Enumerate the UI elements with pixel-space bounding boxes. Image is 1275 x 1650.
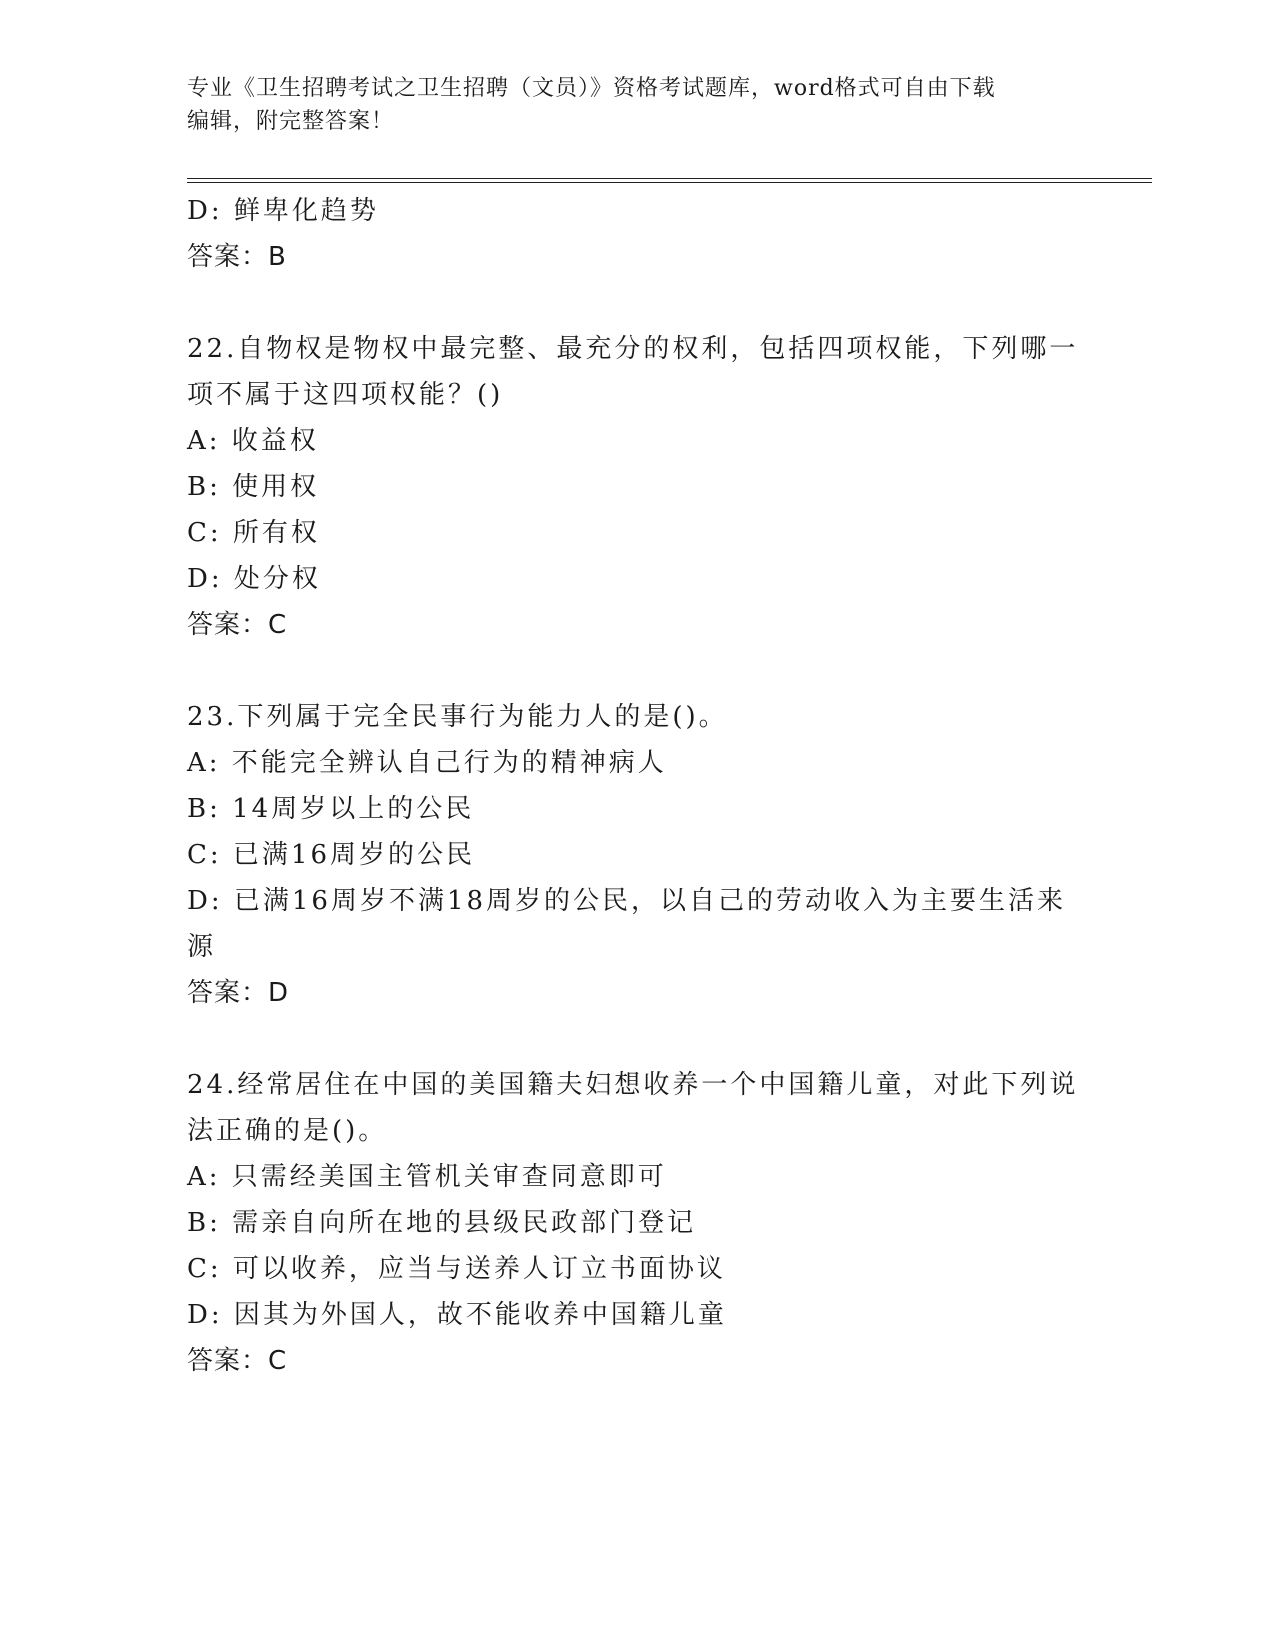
header-line-2: 编辑，附完整答案！ [187, 109, 395, 134]
option-a: A: 不能完全辨认自己行为的精神病人 [187, 748, 667, 778]
question-23 [187, 694, 1087, 1016]
header-divider-thin [187, 178, 1152, 179]
answer: 答案：D [187, 978, 290, 1008]
option-d: D: 处分权 [187, 564, 321, 594]
option-a: A: 只需经美国主管机关审查同意即可 [187, 1162, 667, 1192]
option-c: C: 可以收养，应当与送养人订立书面协议 [187, 1254, 726, 1284]
option-b: B: 14周岁以上的公民 [187, 794, 475, 824]
option-d-cont: 源 [187, 932, 217, 962]
spacer [187, 280, 1087, 326]
answer: 答案：C [187, 610, 288, 640]
question-22 [187, 326, 1087, 648]
option-d: D: 已满16周岁不满18周岁的公民，以自己的劳动收入为主要生活来 [187, 886, 1067, 916]
question-stem: 24.经常居住在中国的美国籍夫妇想收养一个中国籍儿童，对此下列说 [187, 1070, 1079, 1100]
spacer [187, 648, 1087, 694]
question-24 [187, 1062, 1087, 1384]
document-header [187, 72, 1087, 138]
answer: 答案：C [187, 1346, 288, 1376]
question-stem: 23.下列属于完全民事行为能力人的是()。 [187, 702, 728, 732]
prev-option-d: D: 鲜卑化趋势 [187, 196, 379, 226]
question-stem-cont: 法正确的是()。 [187, 1116, 388, 1146]
spacer [187, 1016, 1087, 1062]
prev-answer: 答案：B [187, 242, 287, 272]
header-line-1: 专业《卫生招聘考试之卫生招聘（文员）》资格考试题库，word格式可自由下载 [187, 76, 996, 101]
option-d: D: 因其为外国人，故不能收养中国籍儿童 [187, 1300, 727, 1330]
option-b: B: 需亲自向所在地的县级民政部门登记 [187, 1208, 697, 1238]
document-body [187, 188, 1087, 1384]
option-c: C: 已满16周岁的公民 [187, 840, 476, 870]
header-divider-thick [187, 182, 1152, 183]
option-a: A: 收益权 [187, 426, 319, 456]
question-stem: 22.自物权是物权中最完整、最充分的权利，包括四项权能，下列哪一 [187, 334, 1079, 364]
option-b: B: 使用权 [187, 472, 320, 502]
option-c: C: 所有权 [187, 518, 320, 548]
question-stem-cont: 项不属于这四项权能？() [187, 380, 504, 410]
